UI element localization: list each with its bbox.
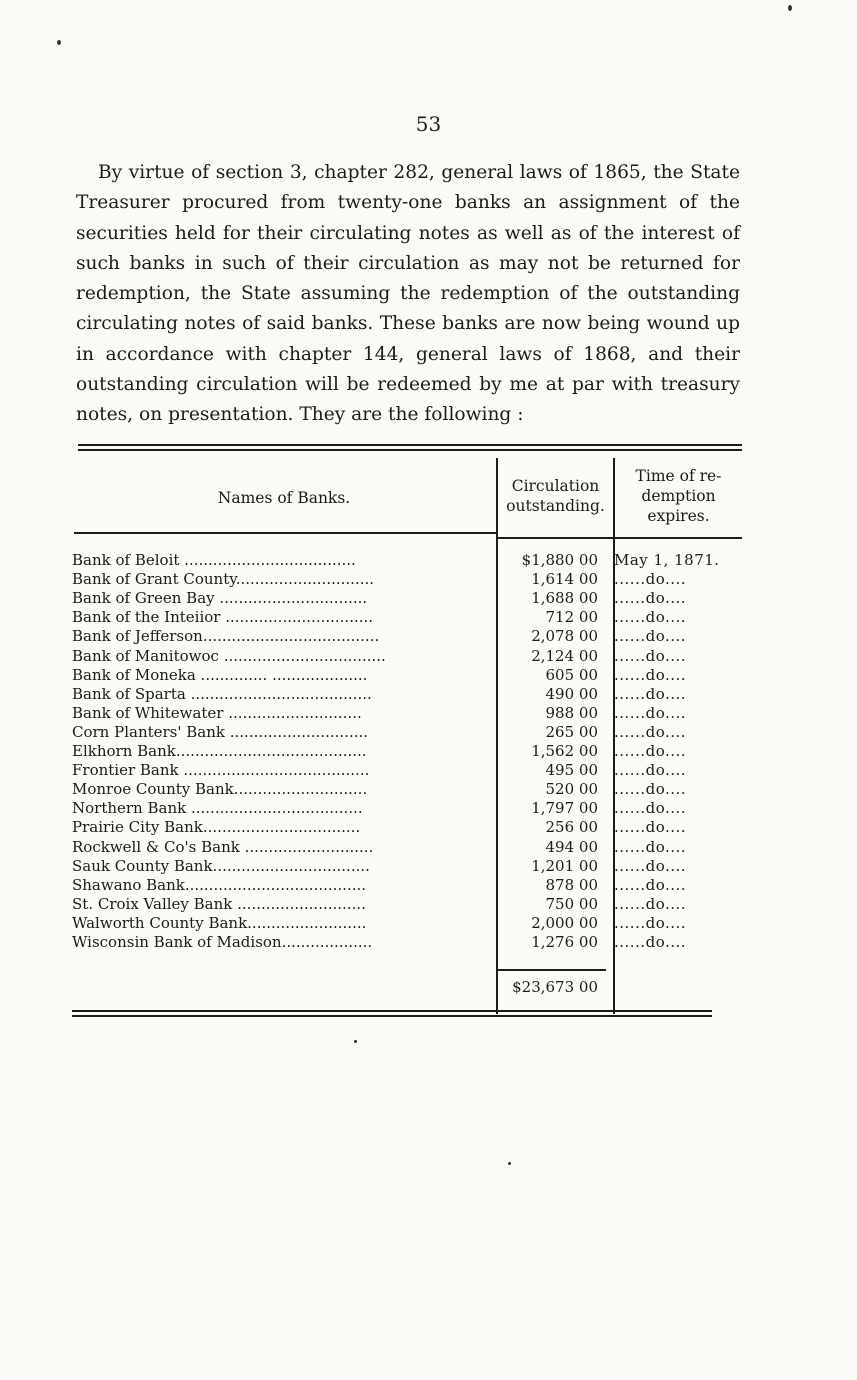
circulation-amount: $1,880 00	[521, 551, 598, 569]
bank-name: Rockwell & Co's Bank ...........................	[72, 837, 374, 856]
circulation-amount: 265 00	[545, 722, 598, 741]
scan-speck	[57, 40, 61, 45]
table-top-rule-2	[78, 449, 742, 451]
redemption-expiry: ......do....	[614, 761, 687, 780]
header-underline-2	[498, 537, 742, 539]
bank-name: Bank of Green Bay ...............................	[72, 589, 368, 608]
circulation-amount: 988 00	[545, 703, 598, 722]
bank-name: Wisconsin Bank of Madison...................	[72, 933, 373, 951]
bank-name: Frontier Bank .......................................	[72, 761, 370, 780]
header-time-line1: Time of re-	[635, 467, 722, 485]
circulation-amount: 712 00	[545, 608, 598, 627]
column-divider-1	[496, 458, 498, 1014]
redemption-expiry: ......do....	[614, 646, 687, 665]
circulation-amount: 2,000 00	[531, 913, 598, 932]
redemption-expiry: ......do....	[614, 627, 687, 646]
circulation-amount: 490 00	[545, 684, 598, 703]
circulation-amount: 1,797 00	[531, 799, 598, 818]
circulation-amount: 520 00	[545, 780, 598, 799]
circulation-amount: 1,562 00	[531, 742, 598, 760]
redemption-expiry: ......do....	[614, 570, 687, 589]
redemption-expiry: ......do....	[614, 665, 687, 684]
redemption-expiry: ......do....	[614, 684, 687, 703]
redemption-expiry: ......do....	[614, 608, 687, 627]
header-time-line3: expires.	[647, 507, 710, 525]
redemption-expiry: ......do....	[614, 589, 687, 608]
redemption-expiry: ......do....	[614, 933, 687, 951]
table-bottom-rule-2	[72, 1015, 712, 1017]
bank-name: Bank of Grant County.............................	[72, 570, 374, 589]
header-names: Names of Banks.	[217, 489, 351, 507]
header-time	[615, 466, 742, 526]
table-bottom-rule	[72, 1010, 712, 1012]
redemption-expiry: ......do....	[614, 856, 687, 875]
bank-name: Bank of Beloit ....................................	[72, 551, 356, 569]
bank-name: Northern Bank ....................................	[72, 799, 363, 818]
circulation-amount: 1,276 00	[531, 933, 598, 951]
redemption-expiry: May 1, 1871.	[614, 551, 720, 569]
bank-name: Corn Planters' Bank .............................	[72, 722, 369, 741]
redemption-expiry: ......do....	[614, 799, 687, 818]
bank-name: St. Croix Valley Bank ...........................	[72, 894, 366, 913]
scan-speck	[508, 1162, 511, 1165]
header-circulation	[498, 476, 613, 516]
redemption-expiry: ......do....	[614, 913, 687, 932]
bank-name: Monroe County Bank............................	[72, 780, 368, 799]
table-top-rule	[78, 444, 742, 446]
circulation-amount: 494 00	[545, 837, 598, 856]
bank-name: Bank of the Inteiior ...............................	[72, 608, 374, 627]
redemption-expiry: ......do....	[614, 894, 687, 913]
redemption-expiry: ......do....	[614, 818, 687, 837]
intro-paragraph: By virtue of section 3, chapter 282, general laws of 1865, the State Treasurer procured from twenty-one banks an assignment of the securities held for their circulating notes as well as of the interest of such banks in such of their circulation as may not be returned for redemption, the State assuming the redemption of the outstanding circulating notes of said banks. These banks are now being wound up in accordance with chapter 144, general laws of 1868, and their outstanding circulation will be redeemed by me at par with treasury notes, on presentation. They are the following :	[76, 162, 740, 426]
redemption-expiry: ......do....	[614, 837, 687, 856]
bank-name: Bank of Moneka .............. ....................	[72, 665, 368, 684]
circulation-amount: 1,688 00	[531, 589, 598, 608]
bank-name: Walworth County Bank.........................	[72, 913, 367, 932]
redemption-expiry: ......do....	[614, 875, 687, 894]
header-time-line2: demption	[641, 487, 716, 505]
redemption-expiry: ......do....	[614, 742, 687, 760]
redemption-expiry: ......do....	[614, 703, 687, 722]
redemption-expiry: ......do....	[614, 780, 687, 799]
total-amount: $23,673 00	[512, 978, 598, 996]
circulation-amount: 256 00	[545, 818, 598, 837]
bank-name: Prairie City Bank.................................	[72, 818, 361, 837]
scan-speck	[788, 5, 792, 11]
bank-name: Sauk County Bank.................................	[72, 856, 370, 875]
circulation-amount: 1,614 00	[531, 570, 598, 589]
circulation-amount: 495 00	[545, 761, 598, 780]
bank-name: Bank of Sparta ......................................	[72, 684, 372, 703]
bank-name: Elkhorn Bank........................................	[72, 742, 367, 760]
scan-speck	[354, 1040, 357, 1043]
total-rule	[498, 969, 606, 971]
redemption-expiry: ......do....	[614, 722, 687, 741]
header-underline	[74, 532, 498, 534]
circulation-amount: 605 00	[545, 665, 598, 684]
bank-name: Bank of Whitewater ............................	[72, 703, 362, 722]
circulation-amount: 2,124 00	[531, 646, 598, 665]
page-number: 53	[415, 112, 442, 136]
bank-name: Shawano Bank......................................	[72, 875, 367, 894]
bank-name: Bank of Jefferson.....................................	[72, 627, 380, 646]
bank-name: Bank of Manitowoc ..................................	[72, 646, 386, 665]
header-circulation-line2: outstanding.	[506, 497, 605, 515]
circulation-amount: 2,078 00	[531, 627, 598, 646]
circulation-amount: 1,201 00	[531, 856, 598, 875]
header-circulation-line1: Circulation	[511, 477, 600, 495]
circulation-amount: 878 00	[545, 875, 598, 894]
circulation-amount: 750 00	[545, 894, 598, 913]
